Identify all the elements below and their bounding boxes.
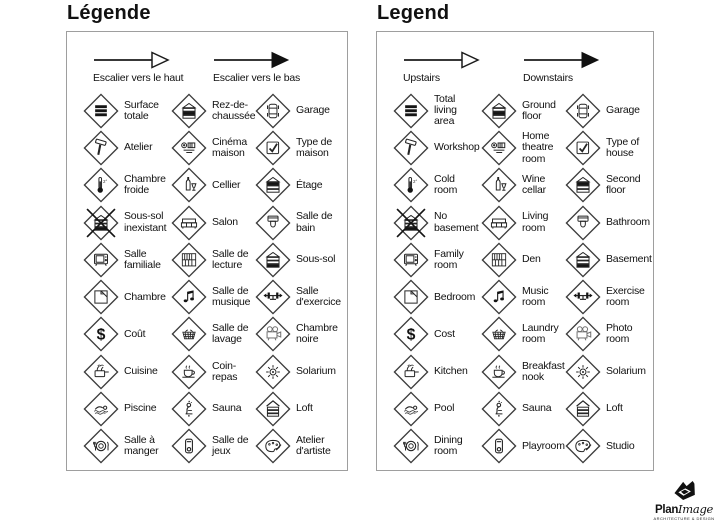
legend-item-label: Salle de bain xyxy=(296,210,333,234)
legend-item-label: Exercise room xyxy=(606,285,645,309)
projector-icon xyxy=(171,130,207,166)
legend-item xyxy=(393,130,481,166)
panel-box-french xyxy=(66,31,348,471)
legend-item xyxy=(481,130,565,166)
legend-item xyxy=(171,205,255,241)
legend-item xyxy=(481,428,565,464)
logo-plan-text: Plan xyxy=(654,504,679,516)
legend-item-label: No basement xyxy=(434,210,479,234)
legend-item xyxy=(565,205,657,241)
total-area-icon xyxy=(83,93,119,129)
thermometer-icon xyxy=(83,167,119,203)
legend-item-label: Étage xyxy=(296,178,323,191)
toilet-icon xyxy=(565,205,601,241)
legend-item-label: Bathroom xyxy=(606,215,650,228)
legend-item-label: Surface totale xyxy=(124,98,159,122)
legend-item-label: Dining room xyxy=(434,434,463,458)
tv-icon xyxy=(393,242,429,278)
legend-item-label: Pool xyxy=(434,402,455,415)
legend-item xyxy=(481,167,565,203)
legend-item-label: Loft xyxy=(606,402,623,415)
legend-item xyxy=(255,279,347,315)
loft-icon xyxy=(255,391,291,427)
legend-item-label: Basement xyxy=(606,253,652,266)
dining-plate-icon xyxy=(393,428,429,464)
legend-item xyxy=(255,205,347,241)
legend-item-label: Rez-de- chaussée xyxy=(212,98,256,122)
laundry-basket-icon xyxy=(171,316,207,352)
legend-item xyxy=(481,93,565,129)
legend-item xyxy=(83,167,171,203)
thermometer-icon xyxy=(393,167,429,203)
house-check-icon xyxy=(255,130,291,166)
bed-icon xyxy=(393,279,429,315)
stairs-up-entry xyxy=(93,50,205,84)
bookshelf-icon xyxy=(481,242,517,278)
hammer-icon xyxy=(83,130,119,166)
legend-item-label: Living room xyxy=(522,210,549,234)
legend-item xyxy=(171,279,255,315)
laundry-basket-icon xyxy=(481,316,517,352)
legend-item-label: Salle à manger xyxy=(124,434,159,458)
hollow-arrow-icon xyxy=(403,50,515,70)
legend-item xyxy=(393,354,481,390)
legend-item xyxy=(393,428,481,464)
legend-item xyxy=(565,167,657,203)
legend-item-label: Den xyxy=(522,253,541,266)
legend-item xyxy=(393,279,481,315)
legend-item xyxy=(481,391,565,427)
legend-item xyxy=(565,428,657,464)
house-check-icon xyxy=(565,130,601,166)
legend-item-label: Chambre noire xyxy=(296,322,338,346)
dollar-icon xyxy=(393,316,429,352)
movie-camera-icon xyxy=(565,316,601,352)
legend-item xyxy=(255,93,347,129)
sauna-icon xyxy=(171,391,207,427)
legend-item-label: Kitchen xyxy=(434,365,468,378)
garage-icon xyxy=(255,93,291,129)
legend-item-label: Type of house xyxy=(606,135,640,159)
stairs-down-entry xyxy=(213,50,325,84)
legend-item-label: Workshop xyxy=(434,141,480,154)
legend-item xyxy=(255,428,347,464)
toilet-icon xyxy=(255,205,291,241)
second-floor-icon xyxy=(255,167,291,203)
legend-item xyxy=(481,316,565,352)
swimmer-icon xyxy=(393,391,429,427)
movie-camera-icon xyxy=(255,316,291,352)
legend-item xyxy=(83,93,171,129)
wine-bottle-icon xyxy=(171,167,207,203)
legend-item xyxy=(393,391,481,427)
bookshelf-icon xyxy=(171,242,207,278)
svg-text:2°: 2° xyxy=(103,179,108,185)
legend-item-label: Atelier d'artiste xyxy=(296,434,331,458)
legend-item xyxy=(255,242,347,278)
legend-item xyxy=(83,130,171,166)
basement-icon xyxy=(565,242,601,278)
cooking-pot-icon xyxy=(393,354,429,390)
logo-wordmark xyxy=(652,504,716,516)
legend-item xyxy=(481,354,565,390)
stairs-arrows-row xyxy=(403,50,653,84)
legend-item-label: Playroom xyxy=(522,439,565,452)
legend-item xyxy=(171,242,255,278)
legend-item-label: Ground floor xyxy=(522,98,556,122)
legend-panel-english xyxy=(376,0,654,471)
legend-item-label: Sous-sol inexistant xyxy=(124,210,167,234)
sun-icon xyxy=(255,354,291,390)
legend-item-label: Garage xyxy=(606,104,640,117)
legend-item xyxy=(393,316,481,352)
legend-item xyxy=(255,167,347,203)
legend-item-label: Cuisine xyxy=(124,365,158,378)
legend-item xyxy=(171,167,255,203)
legend-item-label: Salle d'exercice xyxy=(296,285,341,309)
palette-icon xyxy=(255,428,291,464)
legend-item-label: Salon xyxy=(212,215,238,228)
svg-text:$: $ xyxy=(96,326,106,344)
filled-arrow-icon xyxy=(213,50,325,70)
legend-item-label: Solarium xyxy=(296,365,336,378)
barbell-icon xyxy=(255,279,291,315)
coffee-cup-icon xyxy=(171,354,207,390)
legend-grid-english xyxy=(393,92,653,465)
loft-icon xyxy=(565,391,601,427)
legend-item-label: Sauna xyxy=(522,402,552,415)
music-notes-icon xyxy=(171,279,207,315)
legend-item-label: Coin- repas xyxy=(212,359,238,383)
panel-box-english xyxy=(376,31,654,471)
legend-item xyxy=(565,279,657,315)
legend-item xyxy=(83,205,171,241)
legend-item-label: Piscine xyxy=(124,402,157,415)
legend-item-label: Garage xyxy=(296,104,330,117)
legend-item-label: Cellier xyxy=(212,178,241,191)
game-room-icon xyxy=(481,428,517,464)
legend-item-label: Loft xyxy=(296,402,313,415)
garage-icon xyxy=(565,93,601,129)
second-floor-icon xyxy=(565,167,601,203)
legend-item-label: Sauna xyxy=(212,402,242,415)
legend-item xyxy=(565,316,657,352)
legend-item-label: Sous-sol xyxy=(296,253,336,266)
legend-item-label: Chambre froide xyxy=(124,173,166,197)
hollow-arrow-icon xyxy=(93,50,205,70)
legend-item xyxy=(83,316,171,352)
svg-text:2°: 2° xyxy=(413,179,418,185)
logo-image-text: Image xyxy=(678,502,714,516)
legend-item-label: Second floor xyxy=(606,173,641,197)
legend-item xyxy=(255,316,347,352)
legend-item xyxy=(565,354,657,390)
legend-item-label: Cinéma maison xyxy=(212,135,247,159)
barbell-icon xyxy=(565,279,601,315)
legend-item-label: Atelier xyxy=(124,141,153,154)
legend-item-label: Salle de lecture xyxy=(212,247,249,271)
legend-item xyxy=(481,205,565,241)
legend-item xyxy=(565,391,657,427)
palette-icon xyxy=(565,428,601,464)
game-room-icon xyxy=(171,428,207,464)
legend-item xyxy=(393,167,481,203)
legend-item xyxy=(393,93,481,129)
legend-item xyxy=(171,354,255,390)
legend-item-label: Photo room xyxy=(606,322,633,346)
panel-title-english: Legend xyxy=(377,2,450,24)
ground-floor-icon xyxy=(171,93,207,129)
no-basement-icon xyxy=(393,205,429,241)
basement-icon xyxy=(255,242,291,278)
dining-plate-icon xyxy=(83,428,119,464)
legend-item-label: Coût xyxy=(124,327,146,340)
legend-item xyxy=(255,130,347,166)
sun-icon xyxy=(565,354,601,390)
sofa-icon xyxy=(481,205,517,241)
arrow-label: Escalier vers le haut xyxy=(93,72,184,84)
legend-panel-french xyxy=(66,0,348,471)
ground-floor-icon xyxy=(481,93,517,129)
legend-item-label: Wine cellar xyxy=(522,173,546,197)
legend-item xyxy=(83,354,171,390)
legend-item-label: Total living area xyxy=(434,92,457,128)
panel-title-french: Légende xyxy=(67,2,151,24)
bed-icon xyxy=(83,279,119,315)
legend-item-label: Type de maison xyxy=(296,135,332,159)
legend-item xyxy=(481,279,565,315)
hammer-icon xyxy=(393,130,429,166)
legend-item-label: Bedroom xyxy=(434,290,476,303)
legend-item xyxy=(83,391,171,427)
legend-item xyxy=(171,130,255,166)
legend-item-label: Salle familiale xyxy=(124,247,161,271)
legend-item-label: Salle de musique xyxy=(212,285,251,309)
legend-item xyxy=(481,242,565,278)
legend-item xyxy=(393,205,481,241)
svg-text:$: $ xyxy=(406,326,416,344)
legend-item xyxy=(565,242,657,278)
music-notes-icon xyxy=(481,279,517,315)
legend-item xyxy=(171,428,255,464)
planimage-logo xyxy=(652,480,716,521)
logo-subtitle: ARCHITECTURE & DESIGN xyxy=(653,516,715,521)
arrow-label: Escalier vers le bas xyxy=(213,72,301,84)
legend-item xyxy=(565,130,657,166)
sofa-icon xyxy=(171,205,207,241)
legend-item-label: Breakfast nook xyxy=(522,359,565,383)
legend-item xyxy=(83,279,171,315)
legend-item-label: Studio xyxy=(606,439,635,452)
legend-item xyxy=(83,428,171,464)
legend-item-label: Cost xyxy=(434,327,455,340)
swimmer-icon xyxy=(83,391,119,427)
dollar-icon xyxy=(83,316,119,352)
legend-grid-french xyxy=(83,92,347,465)
arrow-label: Downstairs xyxy=(523,72,573,84)
legend-item-label: Solarium xyxy=(606,365,646,378)
legend-item-label: Chambre xyxy=(124,290,166,303)
legend-item-label: Family room xyxy=(434,247,464,271)
wine-bottle-icon xyxy=(481,167,517,203)
stairs-arrows-row xyxy=(93,50,347,84)
no-basement-icon xyxy=(83,205,119,241)
stairs-up-entry xyxy=(403,50,515,84)
arrow-label: Upstairs xyxy=(403,72,440,84)
legend-item-label: Salle de jeux xyxy=(212,434,249,458)
tv-icon xyxy=(83,242,119,278)
filled-arrow-icon xyxy=(523,50,635,70)
legend-item xyxy=(171,391,255,427)
stairs-down-entry xyxy=(523,50,635,84)
total-area-icon xyxy=(393,93,429,129)
legend-item-label: Salle de lavage xyxy=(212,322,249,346)
legend-item xyxy=(565,93,657,129)
legend-item-label: Music room xyxy=(522,285,549,309)
sauna-icon xyxy=(481,391,517,427)
legend-item-label: Home theatre room xyxy=(522,130,554,165)
projector-icon xyxy=(481,130,517,166)
cooking-pot-icon xyxy=(83,354,119,390)
legend-item xyxy=(393,242,481,278)
legend-item-label: Cold room xyxy=(434,173,458,197)
legend-item xyxy=(255,354,347,390)
legend-item xyxy=(83,242,171,278)
coffee-cup-icon xyxy=(481,354,517,390)
legend-item xyxy=(171,93,255,129)
legend-item xyxy=(255,391,347,427)
legend-item-label: Laundry room xyxy=(522,322,559,346)
legend-item xyxy=(171,316,255,352)
